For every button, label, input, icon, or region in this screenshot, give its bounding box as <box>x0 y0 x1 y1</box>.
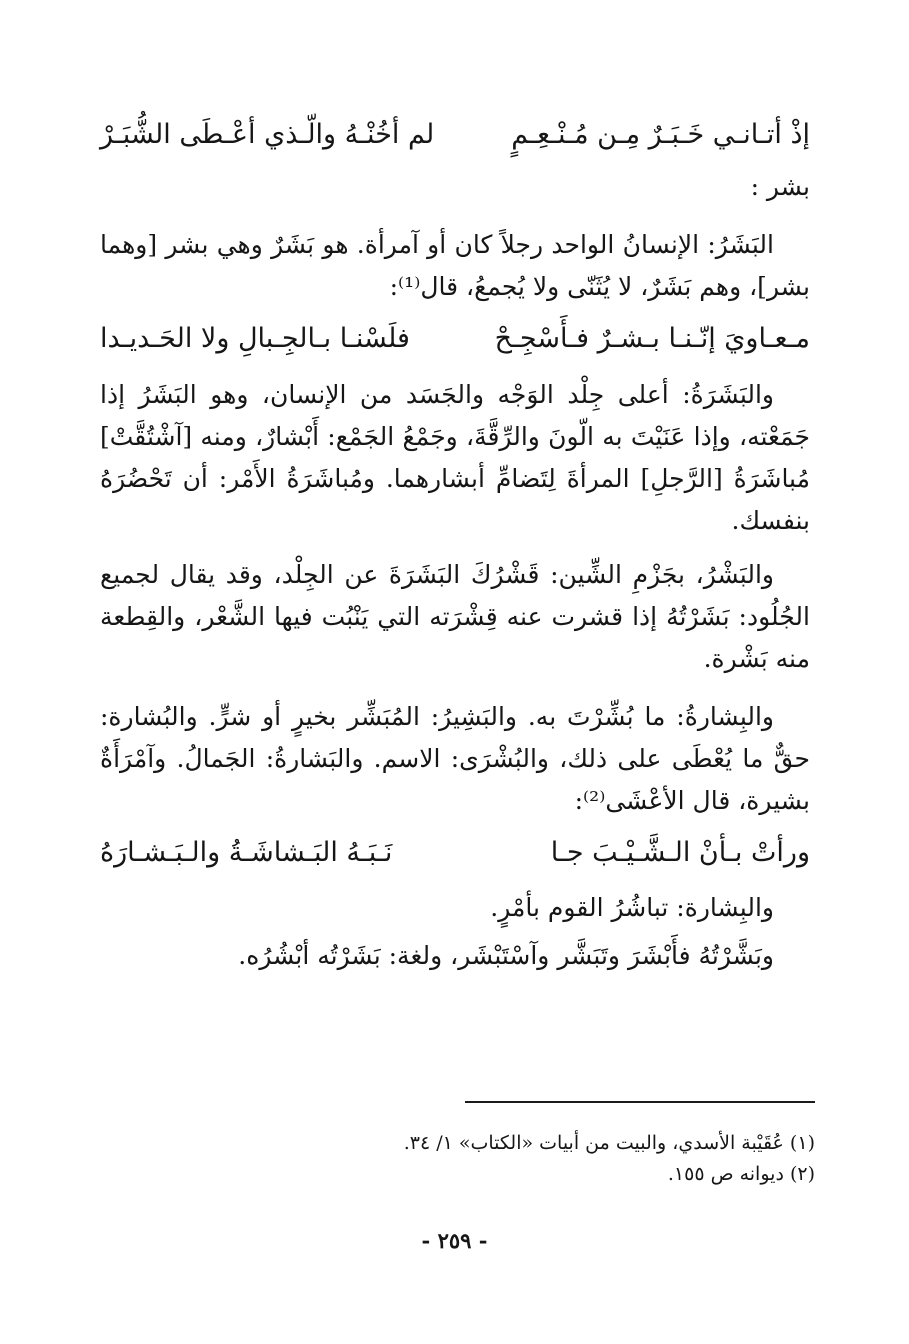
footnote-2: (٢) ديوانه ص ١٥٥. <box>667 1163 815 1185</box>
poem-verse-2 <box>100 316 810 362</box>
verse-2-second-hemistich: فلَسْنـا بـالجِـبالِ ولا الحَـديـدا <box>100 323 410 354</box>
verse-1-first-hemistich: إذْ أتـانـي خَـبَـرٌ مِـن مُـنْـعِـمٍ <box>511 119 810 150</box>
page-body <box>100 112 810 980</box>
entry-headword: بشر : <box>750 172 810 201</box>
paragraph-bisharah: والبِشارةُ: ما بُشِّرْتَ به. والبَشِيرُ: المُبَشِّر بخيرٍ أو شرٍّ. والبُشارة: حقٌّ ما يُعْطَى على ذلك، والبُشْرَى: الاسم. والبَشارةُ: الجَمالُ. وآمْرَأَةٌ بشيرة، قال الأعْشَى⁽²⁾: <box>100 702 810 815</box>
page-number: - ٢٥٩ - <box>421 1228 488 1253</box>
line-bashshartuhu: وبَشَّرْتُهُ فأَبْشَرَ وتَبَشَّر وآسْتَبْشَر، ولغة: بَشَرْتُه أبْشُرُه. <box>238 941 774 970</box>
verse-3-second-hemistich: نَـبَـهُ البَـشاشَـةُ والـبَـشـارَهُ <box>100 837 393 868</box>
footnote-divider <box>465 1101 815 1103</box>
footnote-1: (١) عُقَيْبة الأسدي، والبيت من أبيات «الكتاب» ١/ ٣٤. <box>403 1132 815 1154</box>
poem-verse-1 <box>100 112 810 158</box>
verse-1-second-hemistich: لم أخُنْـهُ والّـذي أعْـطَى الشُّبَـرْ <box>100 119 435 150</box>
footnotes <box>215 1128 815 1190</box>
paragraph-basharah: والبَشَرَةُ: أعلى جِلْد الوَجْه والجَسَد من الإنسان، وهو البَشَرُ إذا جَمَعْته، وإذا عَنَيْتَ به الّونَ والرِّقَّةَ، وجَمْعُ الجَمْع: أَبْشارٌ، ومنه [آشْتُقَّتْ] مُباشَرَةُ [الرَّجلِ] المرأةَ لِتَضامِّ أبشارهما. ومُباشَرَةُ الأَمْر: أن تَحْضُرَهُ بنفسك. <box>100 380 810 535</box>
poem-verse-3 <box>100 830 810 876</box>
line-tabashur: والبِشارة: تباشُرُ القوم بأمْرٍ. <box>490 893 774 922</box>
paragraph-bashar: البَشَرُ: الإنسانُ الواحد رجلاً كان أو آمرأة. هو بَشَرٌ وهي بشر [وهما بشر]، وهم بَشَرٌ، لا يُثَنّى ولا يُجمعُ، قال⁽¹⁾: <box>100 230 810 301</box>
paragraph-bashr: والبَشْرُ، بجَزْمِ الشِّين: قَشْرُكَ البَشَرَةَ عن الجِلْد، وقد يقال لجميع الجُلُود: بَشَرْتُهُ إذا قشرت عنه قِشْرَته التي يَنْبُت فيها الشَّعْر، والقِطعة منه بَشْرة. <box>100 560 810 673</box>
verse-2-first-hemistich: مـعـاويَ إنّـنـا بـشـرٌ فـأَسْجِـحْ <box>494 323 810 354</box>
verse-3-first-hemistich: ورأتْ بـأنْ الـشَّـيْـبَ جـا <box>550 837 810 868</box>
